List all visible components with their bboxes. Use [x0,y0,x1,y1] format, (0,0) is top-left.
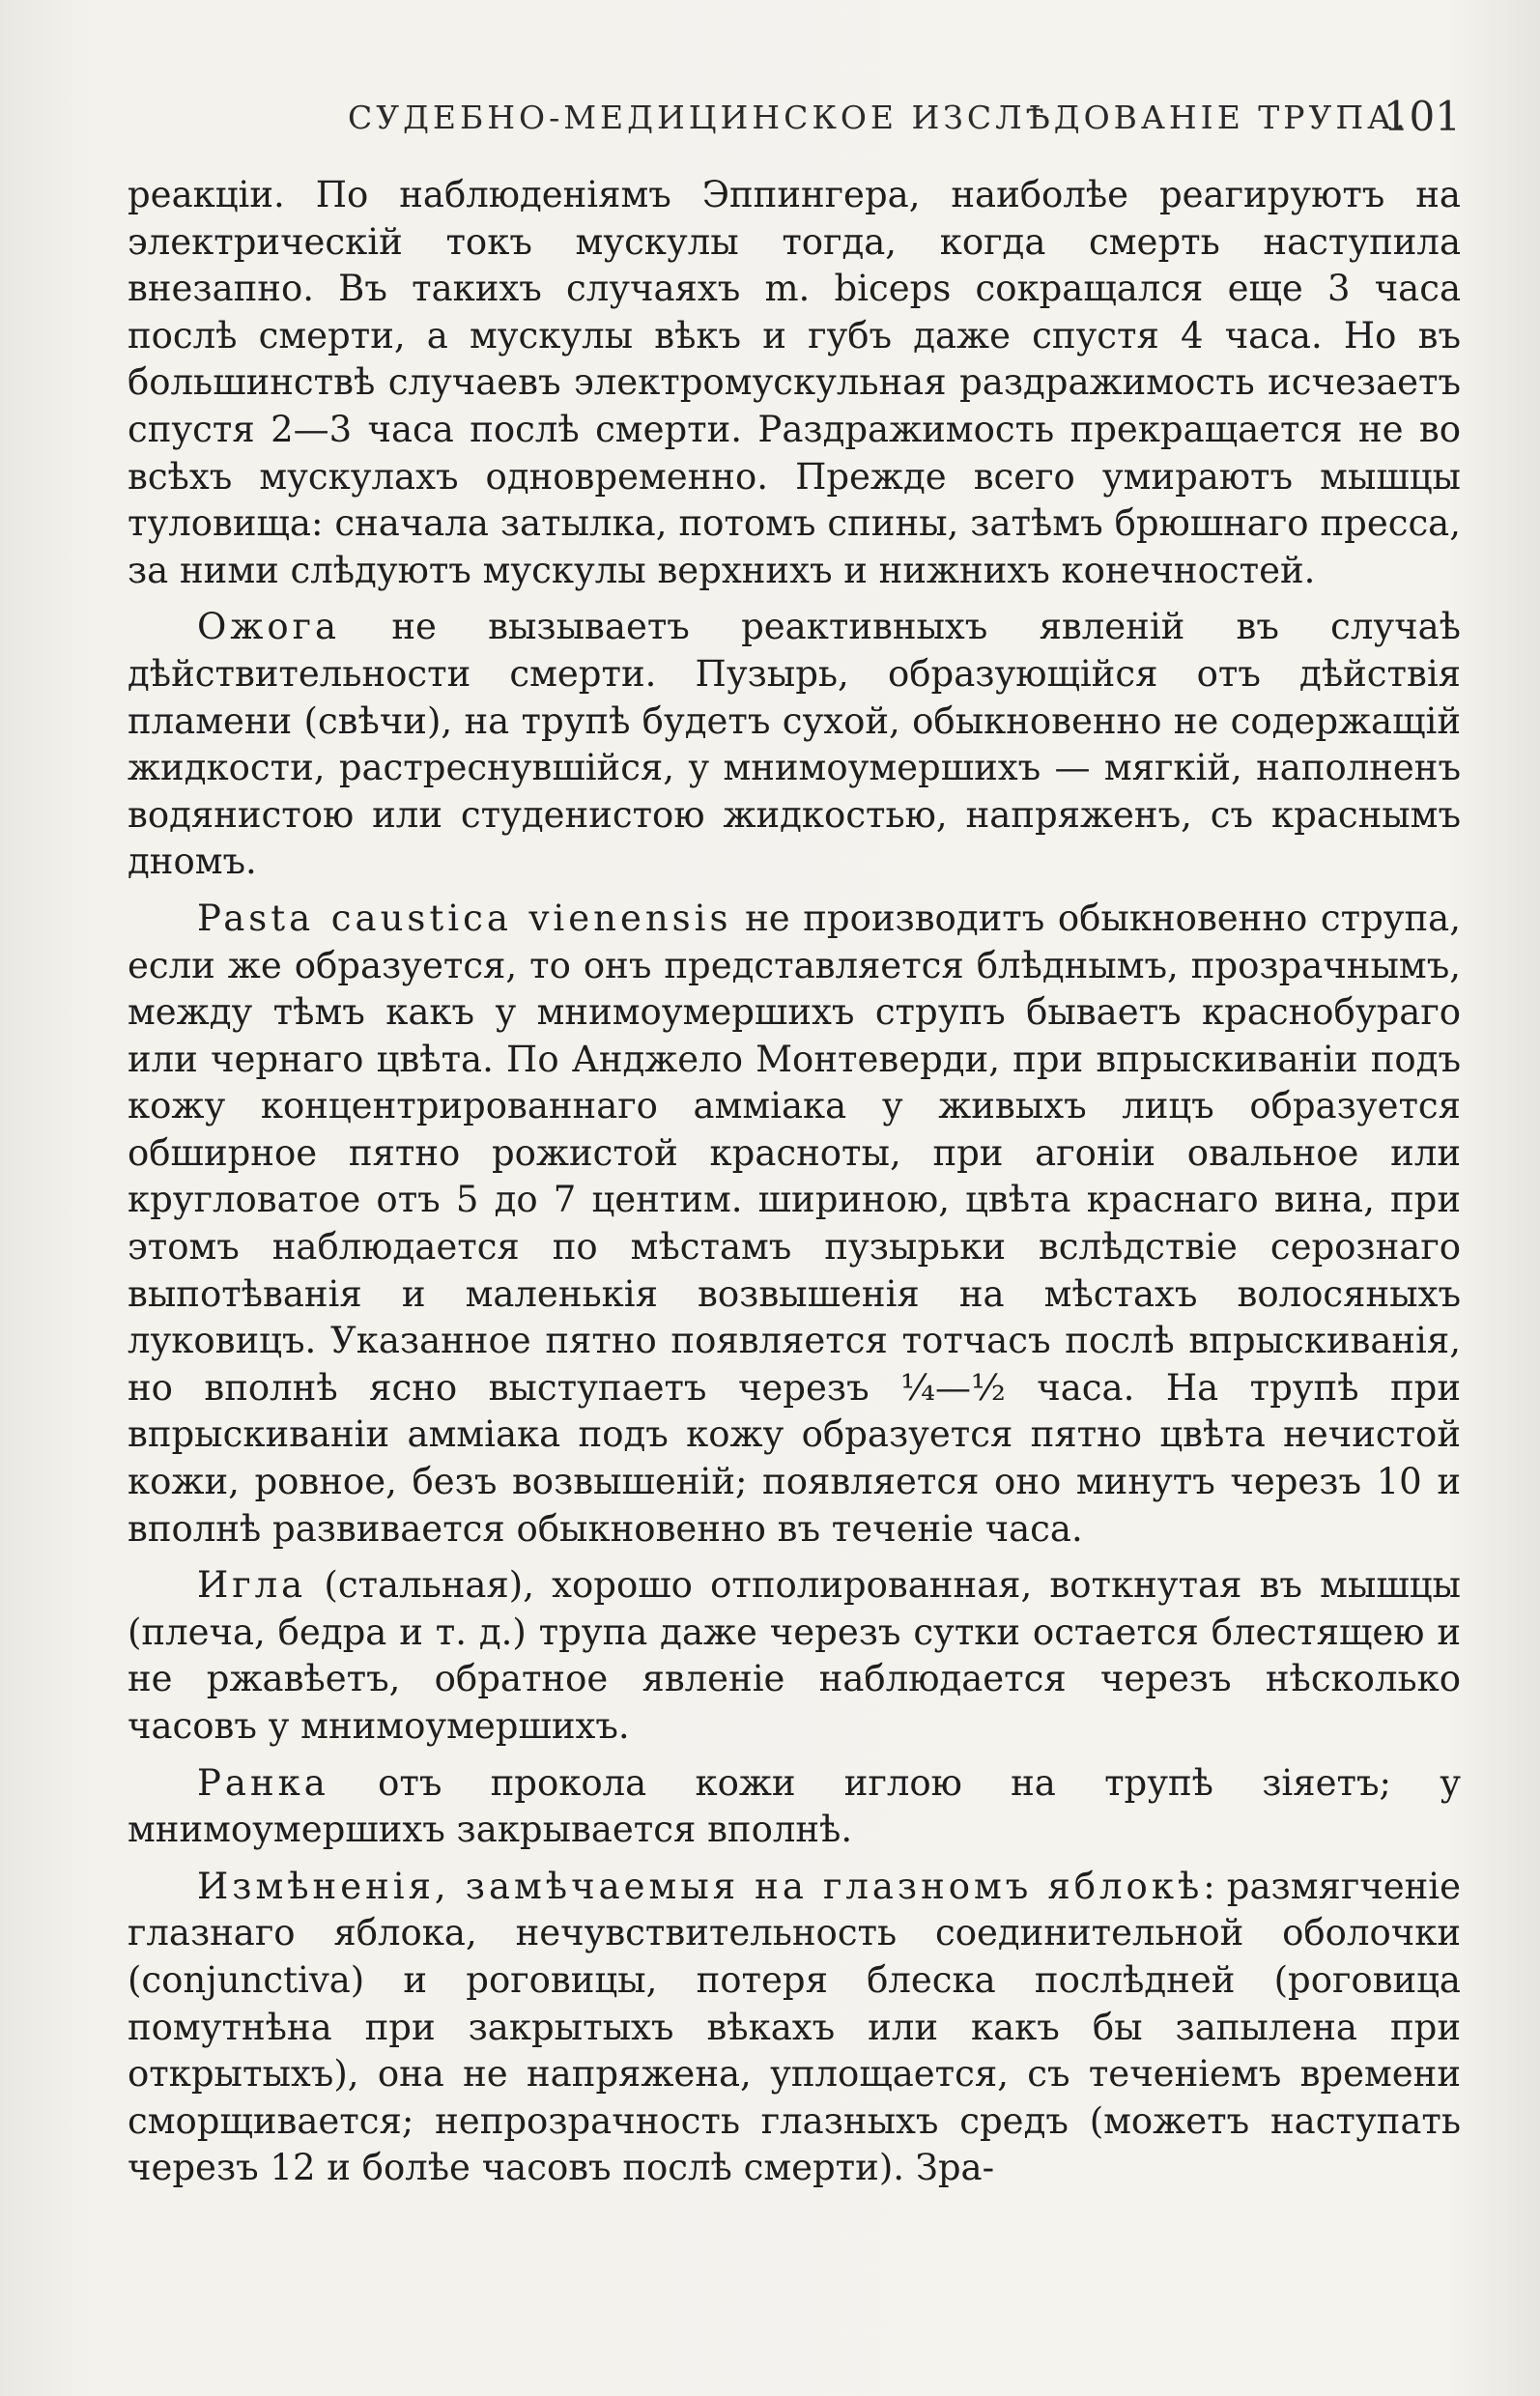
paragraph-lead: Измѣненія, замѣчаемыя на глазномъ яблокѣ [197,1865,1204,1907]
paragraph-lead: Ожога [197,606,341,648]
paragraph-muscle-reaction [128,172,1461,594]
paragraph-needle [128,1562,1461,1750]
paragraph-text: реакціи. По наблюденіямъ Эппингера, наиболѣе реагируютъ на электрическій токъ мускулы тогда, когда смерть наступила внезапно. Въ такихъ случаяхъ m. biceps сокращался еще 3 часа послѣ смерти, а мускулы вѣкъ и губъ даже спустя 4 часа. Но въ большинствѣ случаевъ электромускульная раздражимость исчезаетъ спустя 2—3 часа послѣ смерти. Раздражимость прекращается не во всѣхъ мускулахъ одновременно. Прежде всего умираютъ мышцы туловища: сначала затылка, потомъ спины, затѣмъ брюшнаго пресса, за ними слѣдуютъ мускулы верхнихъ и нижнихъ конечностей. [128,174,1461,591]
paragraph-text: : размягченіе глазнаго яблока, нечувствительность соединительной оболочки (conjunctiva) и роговицы, потеря блеска послѣдней (роговица помутнѣна при закрытыхъ вѣкахъ или какъ бы запылена при открытыхъ), она не напряжена, уплощается, съ теченіемъ времени сморщивается; непрозрачность глазныхъ средъ (можетъ наступать черезъ 12 и болѣе часовъ послѣ смерти). Зра- [128,1865,1461,2189]
page-number: 101 [1383,93,1461,140]
paragraph-wound [128,1760,1461,1854]
body-text [128,172,1461,2202]
paragraph-text: отъ прокола кожи иглою на трупѣ зіяетъ; у мнимоумершихъ закрывается вполнѣ. [128,1761,1461,1851]
paragraph-eyeball [128,1864,1461,2192]
running-head [128,93,1461,151]
paragraph-lead: Pasta caustica vienensis [197,897,732,939]
paragraph-pasta-caustica [128,896,1461,1553]
running-title: СУДЕБНО-МЕДИЦИНСКОЕ ИЗСЛѢДОВАНІЕ ТРУПА. [348,99,1410,136]
paragraph-text: не производитъ обыкновенно струпа, если же образуется, то онъ представляется блѣднымъ, прозрачнымъ, между тѣмъ какъ у мнимоумершихъ струпъ бываетъ краснобураго или чернаго цвѣта. По Анджело Монтеверди, при впрыскиваніи подъ кожу концентрированнаго амміака у живыхъ лицъ образуется обширное пятно рожистой красноты, при агоніи овальное или кругловатое отъ 5 до 7 центим. шириною, цвѣта краснаго вина, при этомъ наблюдается по мѣстамъ пузырьки вслѣдствіе серознаго выпотѣванія и маленькія возвышенія на мѣстахъ волосяныхъ луковицъ. Указанное пятно появляется тотчасъ послѣ впрыскиванія, но вполнѣ ясно выступаетъ черезъ ¼—½ часа. На трупѣ при впрыскиваніи амміака подъ кожу образуется пятно цвѣта нечистой кожи, ровное, безъ возвышеній; появляется оно минутъ черезъ 10 и вполнѣ развивается обыкновенно въ теченіе часа. [128,897,1462,1550]
paragraph-text: (стальная), хорошо отполированная, воткнутая въ мышцы (плеча, бедра и т. д.) трупа даже черезъ сутки остается блестящею и не ржавѣетъ, обратное явленіе наблюдается черезъ нѣсколько часовъ у мнимоумершихъ. [128,1564,1461,1747]
paragraph-text: не вызываетъ реактивныхъ явленій въ случаѣ дѣйствительности смерти. Пузырь, образующійся отъ дѣйствія пламени (свѣчи), на трупѣ будетъ сухой, обыкновенно не содержащій жидкости, растреснувшійся, у мнимоумершихъ — мягкій, наполненъ водянистою или студенистою жидкостью, напряженъ, съ краснымъ дномъ. [128,606,1461,883]
paragraph-lead: Игла [197,1564,307,1607]
paragraph-burn [128,604,1461,886]
paragraph-lead: Ранка [197,1761,329,1804]
